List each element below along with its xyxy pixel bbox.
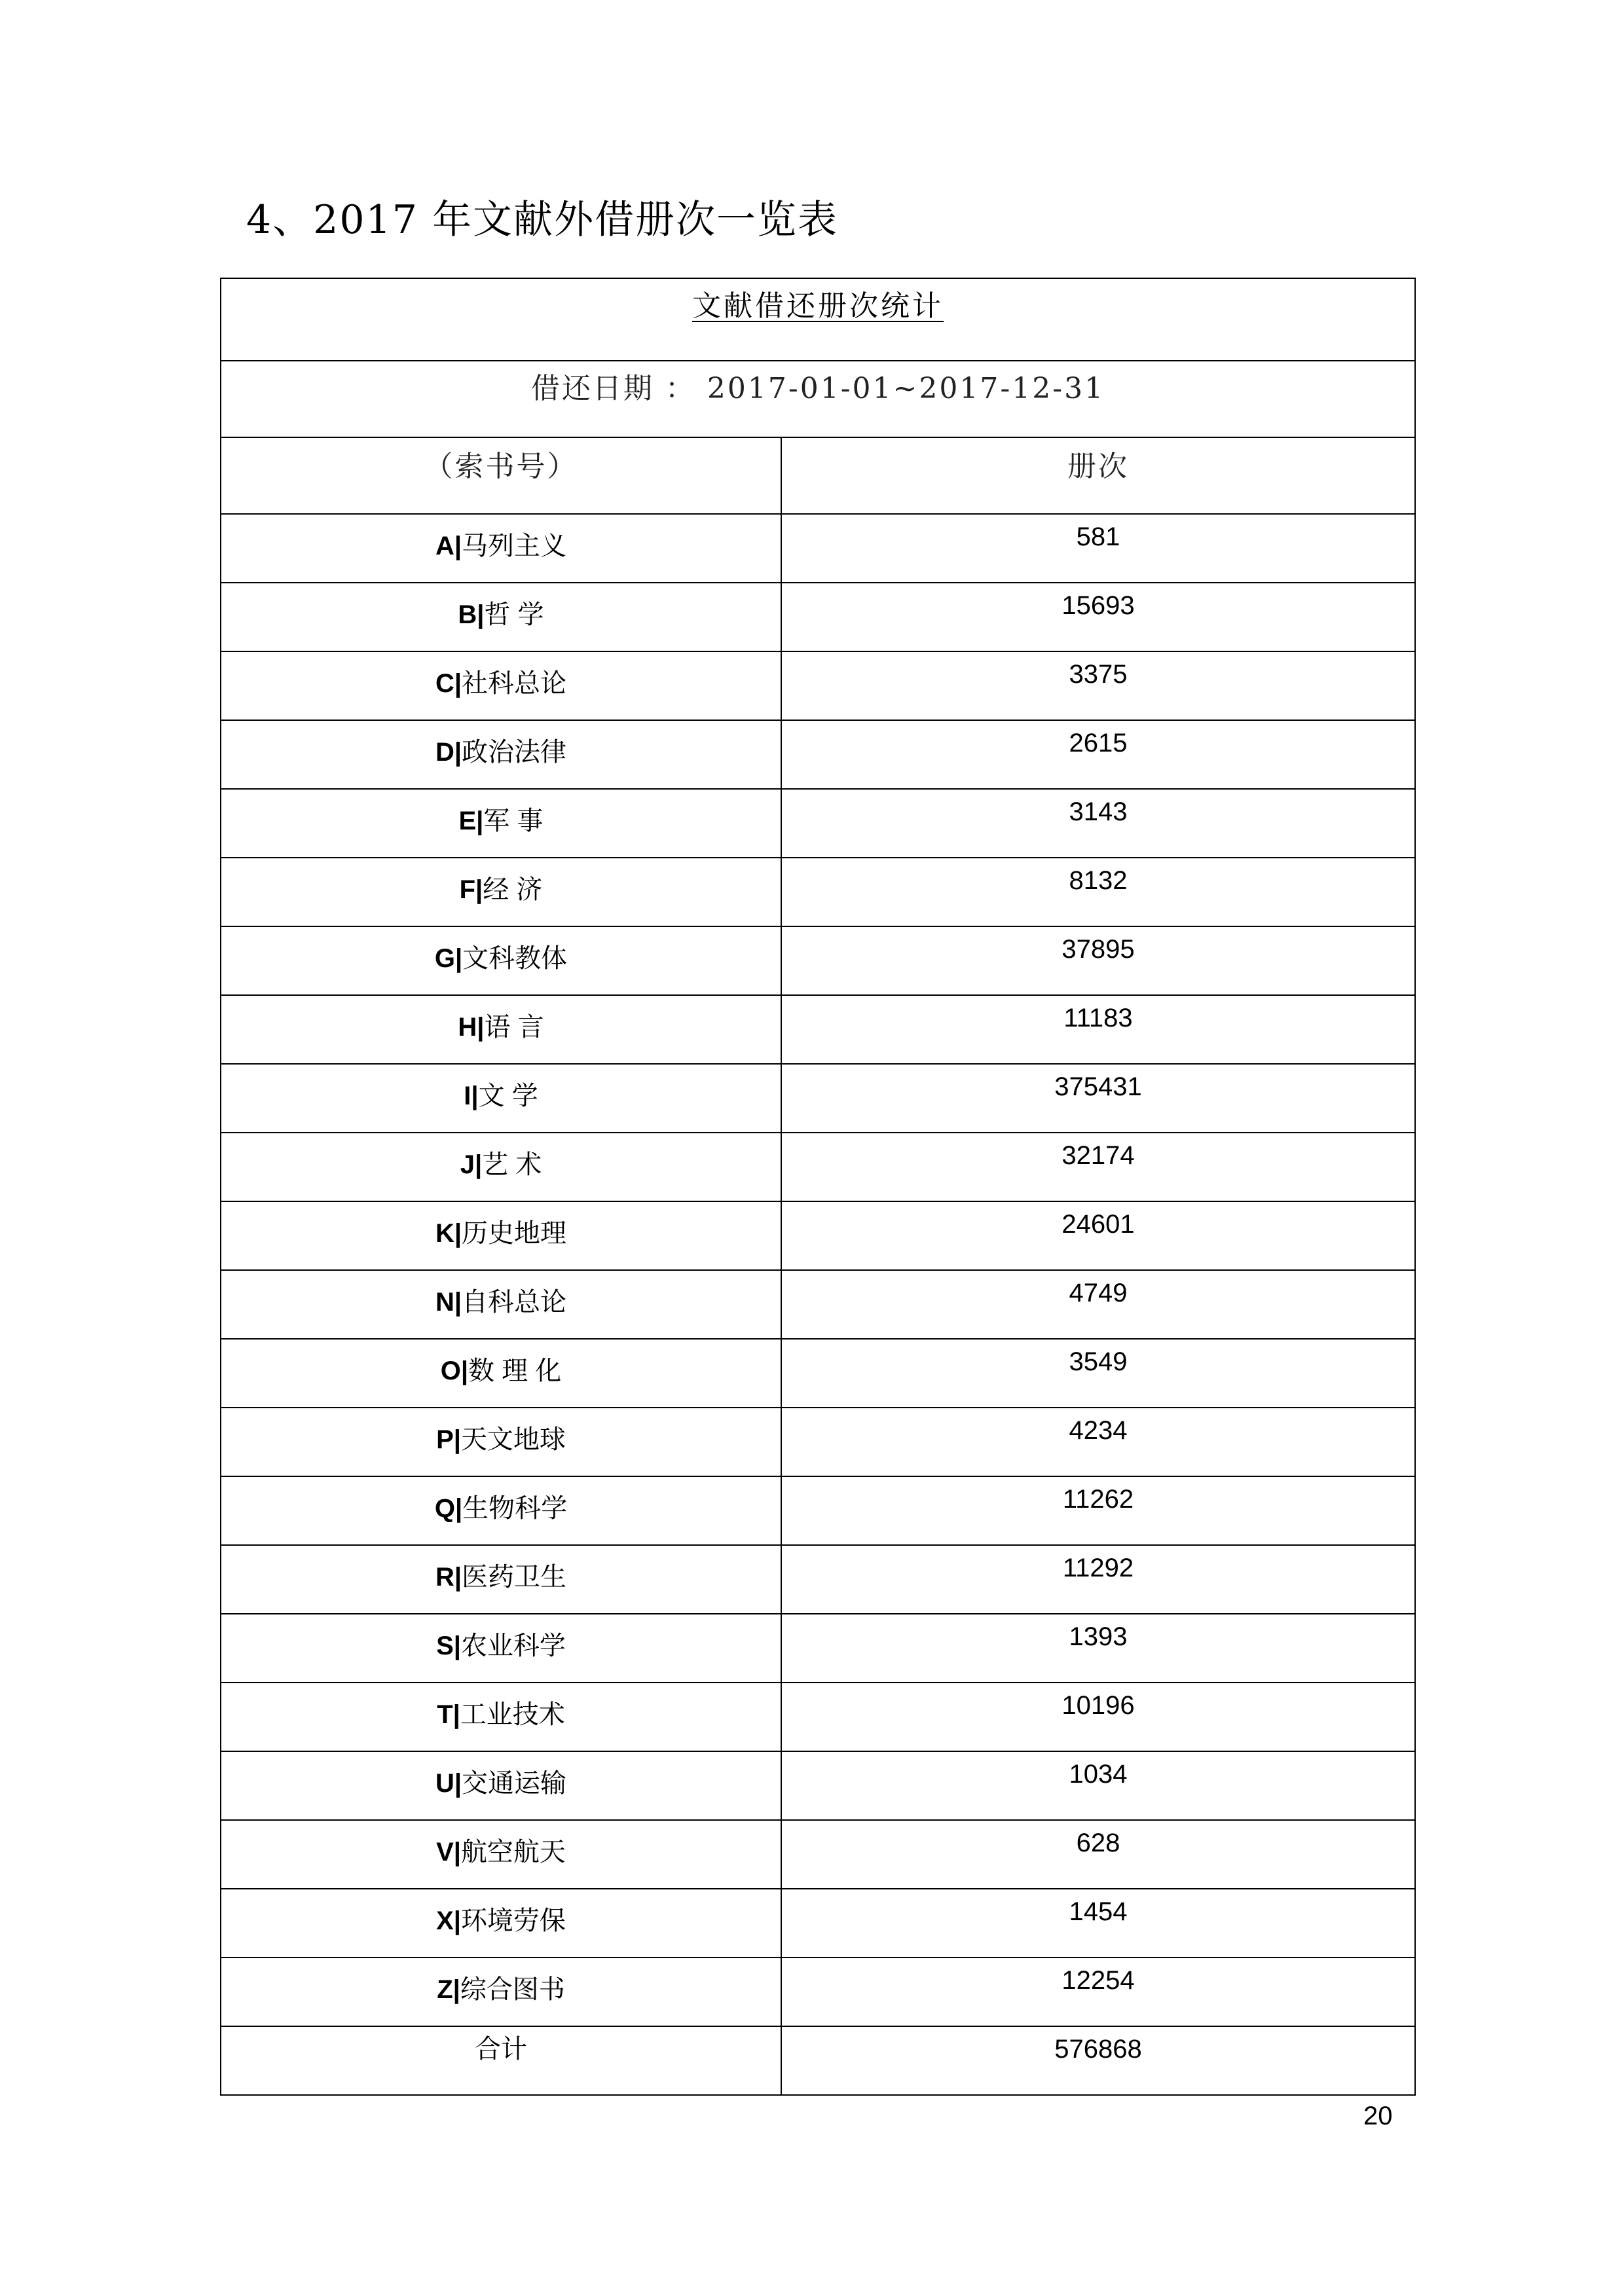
category-name: 工业技术 <box>460 1700 565 1729</box>
count-value: 375431 <box>1054 1072 1142 1101</box>
total-label-cell <box>221 2026 781 2095</box>
call-number-code: I| <box>464 1082 479 1110</box>
count-value: 3549 <box>1069 1347 1128 1376</box>
table-row <box>221 514 1415 583</box>
column-header-call-number <box>221 437 781 514</box>
total-row <box>221 2026 1415 2095</box>
table-row <box>221 1820 1415 1889</box>
category-cell <box>221 1614 781 1683</box>
category-label <box>441 1349 562 1384</box>
table-row <box>221 1545 1415 1614</box>
table-row <box>221 720 1415 789</box>
call-number-code: P| <box>436 1425 461 1454</box>
category-name: 文 学 <box>478 1082 538 1110</box>
loan-statistics-table <box>220 278 1416 2096</box>
column-header-row <box>221 437 1415 514</box>
call-number-code: V| <box>436 1838 461 1867</box>
count-cell <box>781 1408 1415 1476</box>
table-row <box>221 995 1415 1064</box>
category-cell <box>221 995 781 1064</box>
table-row <box>221 1614 1415 1683</box>
count-cell <box>781 1476 1415 1545</box>
category-cell <box>221 514 781 583</box>
category-label <box>435 1555 566 1590</box>
category-cell <box>221 1545 781 1614</box>
table-row <box>221 789 1415 858</box>
call-number-code: Q| <box>434 1494 463 1523</box>
category-name: 文科教体 <box>462 944 568 973</box>
category-label <box>460 867 543 903</box>
call-number-code: K| <box>435 1219 462 1248</box>
count-value: 37895 <box>1061 935 1135 964</box>
call-number-code: J| <box>460 1150 483 1179</box>
column-header-label: 册次 <box>1067 450 1129 483</box>
table-row <box>221 1270 1415 1339</box>
table-title: 文献借还册次统计 <box>692 289 944 323</box>
category-cell <box>221 583 781 651</box>
category-label <box>464 1074 538 1109</box>
category-name: 综合图书 <box>460 1975 565 2004</box>
category-cell <box>221 1201 781 1270</box>
category-label <box>435 1486 567 1522</box>
category-name: 数 理 化 <box>468 1357 562 1385</box>
count-cell <box>781 858 1415 926</box>
category-name: 天文地球 <box>460 1425 566 1454</box>
count-value: 1034 <box>1069 1760 1128 1789</box>
date-range: 借还日期 ： 2017-01-01~2017-12-31 <box>530 372 1105 405</box>
call-number-code: S| <box>436 1631 461 1660</box>
category-label <box>435 661 566 697</box>
call-number-code: F| <box>459 875 483 904</box>
category-cell <box>221 1133 781 1201</box>
table-title-row <box>221 278 1415 361</box>
category-cell <box>221 651 781 720</box>
category-name: 历史地理 <box>462 1219 567 1248</box>
count-cell <box>781 789 1415 858</box>
count-cell <box>781 1820 1415 1889</box>
count-value: 3143 <box>1069 797 1128 826</box>
category-name: 航空航天 <box>460 1838 566 1867</box>
call-number-code: T| <box>437 1700 460 1729</box>
count-cell <box>781 995 1415 1064</box>
category-name: 自科总论 <box>462 1288 567 1317</box>
call-number-code: A| <box>435 532 462 560</box>
category-cell <box>221 858 781 926</box>
count-cell <box>781 514 1415 583</box>
category-label <box>458 1005 544 1040</box>
category-cell <box>221 1683 781 1751</box>
category-name: 军 事 <box>483 807 544 835</box>
count-cell <box>781 1751 1415 1820</box>
total-count: 576868 <box>1054 2035 1142 2064</box>
category-cell <box>221 1751 781 1820</box>
table-row <box>221 1751 1415 1820</box>
table-row <box>221 583 1415 651</box>
category-name: 交通运输 <box>462 1769 567 1798</box>
count-value: 3375 <box>1069 660 1128 689</box>
call-number-code: N| <box>435 1288 462 1317</box>
count-value: 4234 <box>1069 1416 1128 1445</box>
category-cell <box>221 1476 781 1545</box>
count-value: 1393 <box>1069 1622 1128 1651</box>
category-cell <box>221 789 781 858</box>
call-number-code: H| <box>458 1013 485 1042</box>
count-cell <box>781 1270 1415 1339</box>
call-number-code: O| <box>440 1357 469 1385</box>
count-value: 4749 <box>1069 1279 1128 1307</box>
count-cell <box>781 1133 1415 1201</box>
category-name: 农业科学 <box>460 1631 566 1660</box>
table-row <box>221 1201 1415 1270</box>
table-row <box>221 1683 1415 1751</box>
count-cell <box>781 583 1415 651</box>
call-number-code: E| <box>458 807 484 835</box>
category-label <box>459 799 544 834</box>
count-value: 8132 <box>1069 866 1128 895</box>
count-value: 10196 <box>1061 1691 1135 1720</box>
category-name: 生物科学 <box>462 1494 568 1523</box>
category-cell <box>221 1270 781 1339</box>
table-row <box>221 1958 1415 2026</box>
call-number-code: U| <box>435 1769 462 1798</box>
count-value: 11292 <box>1062 1554 1134 1582</box>
date-range-row <box>221 361 1415 437</box>
total-count-cell <box>781 2026 1415 2095</box>
count-cell <box>781 1064 1415 1133</box>
total-label: 合计 <box>475 2035 527 2064</box>
category-cell <box>221 1958 781 2026</box>
category-cell <box>221 1820 781 1889</box>
category-name: 艺 术 <box>482 1150 542 1179</box>
count-cell <box>781 651 1415 720</box>
count-cell <box>781 1683 1415 1751</box>
table-row <box>221 651 1415 720</box>
count-cell <box>781 1889 1415 1958</box>
date-range-cell <box>221 361 1415 437</box>
count-cell <box>781 720 1415 789</box>
page-number: 20 <box>1363 2102 1393 2130</box>
call-number-code: R| <box>435 1563 462 1592</box>
call-number-code: D| <box>435 738 462 767</box>
category-cell <box>221 1339 781 1408</box>
count-value: 581 <box>1076 522 1120 551</box>
count-cell <box>781 1201 1415 1270</box>
table-row <box>221 858 1415 926</box>
column-header-count <box>781 437 1415 514</box>
count-cell <box>781 1958 1415 2026</box>
category-name: 政治法律 <box>462 738 567 767</box>
category-label <box>435 1761 566 1796</box>
category-name: 语 言 <box>484 1013 544 1042</box>
category-label <box>460 1142 542 1178</box>
category-cell <box>221 1889 781 1958</box>
count-value: 24601 <box>1061 1210 1135 1239</box>
category-label <box>437 1967 565 2003</box>
count-value: 11183 <box>1063 1004 1133 1032</box>
category-label <box>435 936 567 972</box>
count-value: 15693 <box>1061 591 1135 620</box>
category-cell <box>221 926 781 995</box>
category-label <box>436 1624 566 1659</box>
table-row <box>221 1133 1415 1201</box>
count-cell <box>781 1545 1415 1614</box>
table-title-cell <box>221 278 1415 361</box>
call-number-code: B| <box>458 600 485 629</box>
call-number-code: C| <box>435 669 462 698</box>
category-label <box>436 1417 566 1453</box>
category-name: 经 济 <box>483 875 543 904</box>
category-name: 社科总论 <box>462 669 567 698</box>
table-row <box>221 1064 1415 1133</box>
table-row <box>221 1889 1415 1958</box>
table-row <box>221 926 1415 995</box>
count-cell <box>781 1339 1415 1408</box>
category-label <box>458 592 544 628</box>
table-row <box>221 1408 1415 1476</box>
count-value: 628 <box>1076 1829 1120 1857</box>
count-cell <box>781 926 1415 995</box>
count-value: 12254 <box>1061 1966 1135 1995</box>
category-name: 哲 学 <box>484 600 544 629</box>
call-number-code: Z| <box>437 1975 460 2004</box>
call-number-code: G| <box>434 944 463 973</box>
call-number-code: X| <box>436 1906 461 1935</box>
category-cell <box>221 1064 781 1133</box>
category-cell <box>221 1408 781 1476</box>
category-label <box>436 1899 566 1934</box>
page-heading: 4、2017 年文献外借册次一览表 <box>246 197 838 243</box>
category-label <box>435 730 566 765</box>
category-name: 医药卫生 <box>462 1563 567 1592</box>
category-name: 环境劳保 <box>460 1906 566 1935</box>
count-value: 1454 <box>1069 1897 1128 1926</box>
category-name: 马列主义 <box>462 532 567 560</box>
category-label <box>437 1692 565 1728</box>
category-label <box>436 1830 566 1865</box>
count-value: 32174 <box>1061 1141 1135 1170</box>
category-label <box>435 1211 566 1247</box>
column-header-label: （索书号） <box>424 450 578 483</box>
table-row <box>221 1476 1415 1545</box>
category-label <box>435 1280 566 1315</box>
category-cell <box>221 720 781 789</box>
table-row <box>221 1339 1415 1408</box>
count-value: 2615 <box>1069 729 1128 757</box>
category-label <box>435 524 566 559</box>
count-value: 11262 <box>1062 1485 1134 1514</box>
count-cell <box>781 1614 1415 1683</box>
